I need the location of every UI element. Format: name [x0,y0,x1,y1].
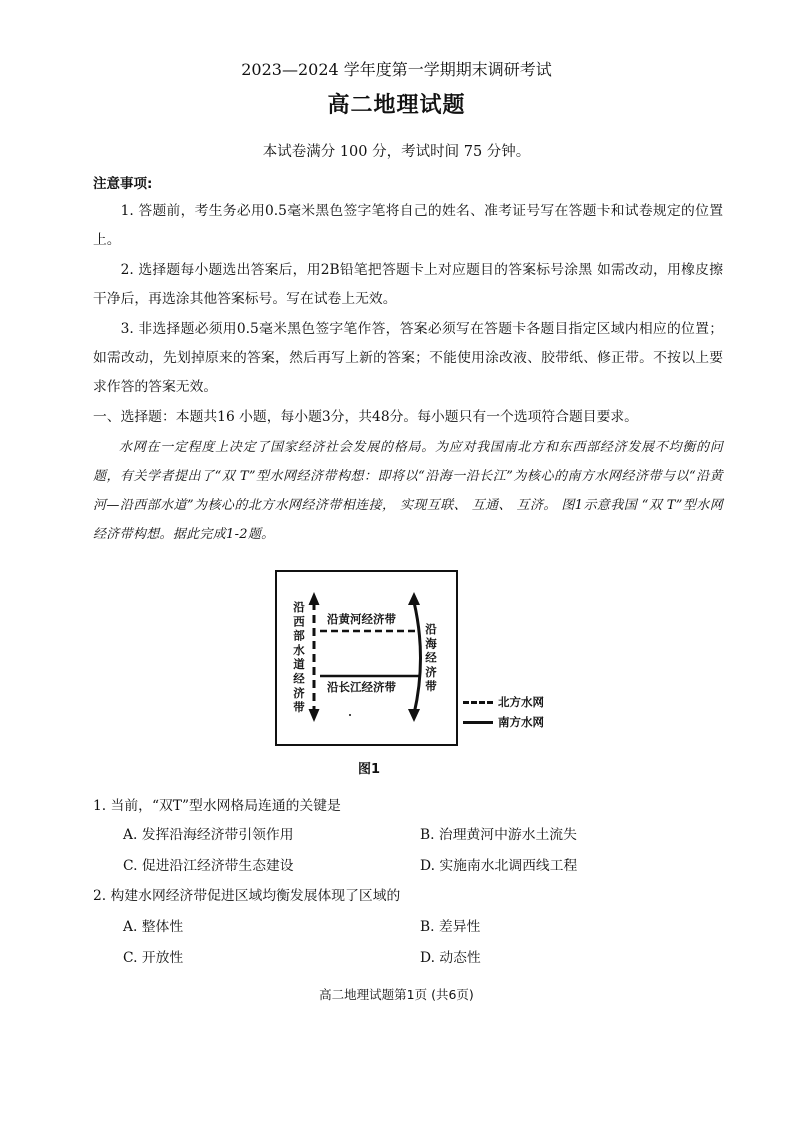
coastal-label-char: 沿 [425,622,437,636]
legend-north-label: 北方水网 [498,695,544,709]
west-label-char: 经 [293,671,305,686]
figure-legend [463,692,544,732]
west-label-char: 道 [293,657,305,672]
west-label-char: 西 [293,614,305,629]
west-label-char: 带 [293,700,305,715]
water-network-diagram [275,570,458,746]
legend-north [463,692,544,712]
question-2-option-c: C. 开放性 [123,950,184,966]
question-1-option-c: C. 促进沿江经济带生态建设 [123,858,294,874]
west-label-char: 水 [293,642,305,657]
notice-item-3: 3. 非选择题必须用0.5毫米黑色签字笔作答，答案必须写在答题卡各题目指定区域内相应的位置；如需改动，先划掉原来的答案，然后再写上新的答案；不能使用涂改液、胶带纸、修正带。不按以上要求作答的答案无效。 [93,321,723,395]
legend-dashed-line [463,701,493,704]
question-1-option-d: D. 实施南水北调西线工程 [420,858,578,874]
section-heading: 一、选择题：本题共16 小题，每小题3分，共48分。每小题只有一个选项符合题目要求。 [93,409,638,425]
notice-item-1: 1. 答题前，考生务必用0.5毫米黑色签字笔将自己的姓名、准考证号写在答题卡和试卷规定的位置上。 [93,203,723,248]
legend-south [463,712,544,732]
question-2-option-b: B. 差异性 [420,919,481,935]
question-intro-passage: 水网在一定程度上决定了国家经济社会发展的格局。为应对我国南北方和东西部经济发展不均衡的问题，有关学者提出了“双 T”型水网经济带构想：即将以“沿海一沿长江”为核心的南方水网经济带与以“沿黄河—沿西部水道”为核心的北方水网经济带相连接， 实现互联、 互通、 互济。 图1示意我国 “双 T”型水网经济带构想。据此完成1-2题。 [93,440,723,542]
figure-caption: 图1 [358,762,381,777]
coastal-label-char: 带 [425,679,437,694]
question-2-stem: 2. 构建水网经济带促进区域均衡发展体现了区域的 [93,888,401,904]
west-label [292,600,305,714]
coastal-label [424,622,437,693]
question-2-option-a: A. 整体性 [123,919,184,935]
exam-title: 2023—2024 学年度第一学期期末调研考试 [241,60,552,79]
west-label-char: 沿 [293,600,305,614]
yangtze-label: 沿长江经济带 [327,680,396,694]
west-label-char: 济 [293,685,305,700]
page-footer: 高二地理试题第1页 (共6页) [319,987,474,1002]
yellow-river-label: 沿黄河经济带 [327,612,396,626]
question-1-option-a: A. 发挥沿海经济带引领作用 [123,827,294,843]
figure-dot [349,714,351,716]
coastal-label-char: 济 [425,664,437,679]
coastal-label-char: 海 [425,636,437,651]
legend-solid-line [463,721,493,724]
notice-item-2: 2. 选择题每小题选出答案后，用2B铅笔把答题卡上对应题目的答案标号涂黑 如需改动，用橡皮擦干净后，再选涂其他答案标号。写在试卷上无效。 [93,262,723,307]
question-2-option-d: D. 动态性 [420,950,481,966]
west-label-char: 部 [293,628,305,643]
legend-south-label: 南方水网 [498,715,544,729]
coastal-label-char: 经 [425,650,437,665]
question-1-option-b: B. 治理黄河中游水土流失 [420,827,577,843]
notice-heading: 注意事项: [93,176,153,192]
exam-info: 本试卷满分 100 分，考试时间 75 分钟。 [262,144,531,160]
subject-title: 高二地理试题 [327,92,466,118]
question-1-stem: 1. 当前，“双T”型水网格局连通的关键是 [93,798,341,814]
